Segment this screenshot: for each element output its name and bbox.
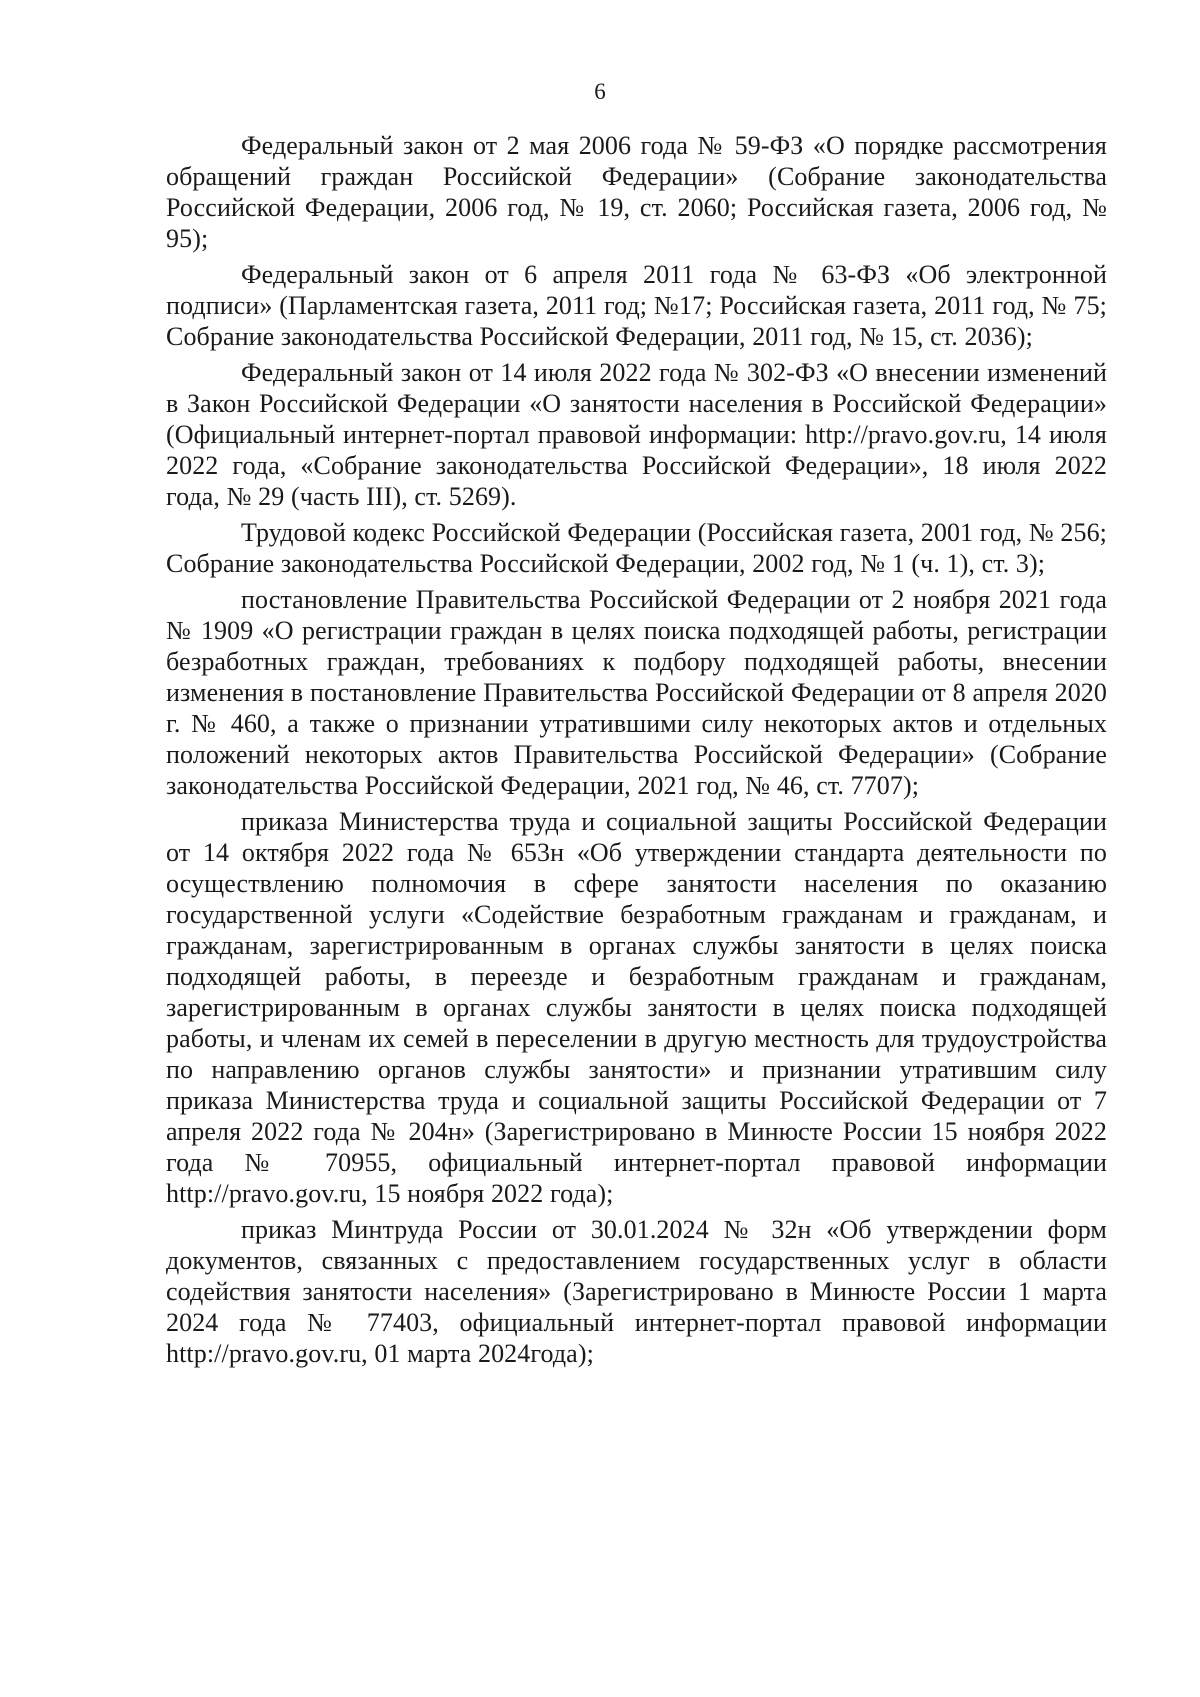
- paragraph-law-302-fz: Федеральный закон от 14 июля 2022 года № 302-ФЗ «О внесении изменений в Закон Российской Федерации «О занятости населения в Российской Федерации» (Официальный интернет-портал правовой информации: http://pravo.gov.ru, 14 июля 2022 года, «Собрание законодательства Российской Федерации», 18 июля 2022 года, № 29 (часть III), ст. 5269).: [166, 358, 1107, 511]
- paragraph-law-63-fz: Федеральный закон от 6 апреля 2011 года № 63-ФЗ «Об электронной подписи» (Парламентская газета, 2011 год; №17; Российская газета, 2011 год, № 75; Собрание законодательства Российской Федерации, 2011 год, № 15, ст. 2036);: [166, 260, 1107, 351]
- paragraph-resolution-1909: постановление Правительства Российской Федерации от 2 ноября 2021 года № 1909 «О регистрации граждан в целях поиска подходящей работы, регистрации безработных граждан, требованиях к подбору подходящей работы, внесении изменения в постановление Правительства Российской Федерации от 8 апреля 2020 г. № 460, а также о признании утратившими силу некоторых актов и отдельных положений некоторых актов Правительства Российской Федерации» (Собрание законодательства Российской Федерации, 2021 год, № 46, ст. 7707);: [166, 585, 1107, 800]
- paragraph-order-653n: приказа Министерства труда и социальной защиты Российской Федерации от 14 октября 2022 года № 653н «Об утверждении стандарта деятельности по осуществлению полномочия в сфере занятости населения по оказанию государственной услуги «Содействие безработным гражданам и гражданам, и гражданам, зарегистрированным в органах службы занятости в целях поиска подходящей работы, в переезде и безработным гражданам и гражданам, зарегистрированным в органах службы занятости в целях поиска подходящей работы, и членам их семей в переселении в другую местность для трудоустройства по направлению органов службы занятости» и признании утратившим силу приказа Министерства труда и социальной защиты Российской Федерации от 7 апреля 2022 года № 204н» (Зарегистрировано в Минюсте России 15 ноября 2022 года № 70955, официальный интернет-портал правовой информации http://pravo.gov.ru, 15 ноября 2022 года);: [166, 807, 1107, 1208]
- paragraph-labor-code: Трудовой кодекс Российской Федерации (Российская газета, 2001 год, № 256; Собрание законодательства Российской Федерации, 2002 год, № 1 (ч. 1), ст. 3);: [166, 518, 1107, 578]
- paragraph-order-32n: приказ Минтруда России от 30.01.2024 № 32н «Об утверждении форм документов, связанных с предоставлением государственных услуг в области содействия занятости населения» (Зарегистрировано в Минюсте России 1 марта 2024 года № 77403, официальный интернет-портал правовой информации http://pravo.gov.ru, 01 марта 2024года);: [166, 1215, 1107, 1368]
- page-number: 6: [594, 79, 606, 104]
- paragraph-law-59-fz: Федеральный закон от 2 мая 2006 года № 59-ФЗ «О порядке рассмотрения обращений граждан Российской Федерации» (Собрание законодательства Российской Федерации, 2006 год, № 19, ст. 2060; Российская газета, 2006 год, № 95);: [166, 131, 1107, 253]
- document-body: [166, 130, 1107, 1374]
